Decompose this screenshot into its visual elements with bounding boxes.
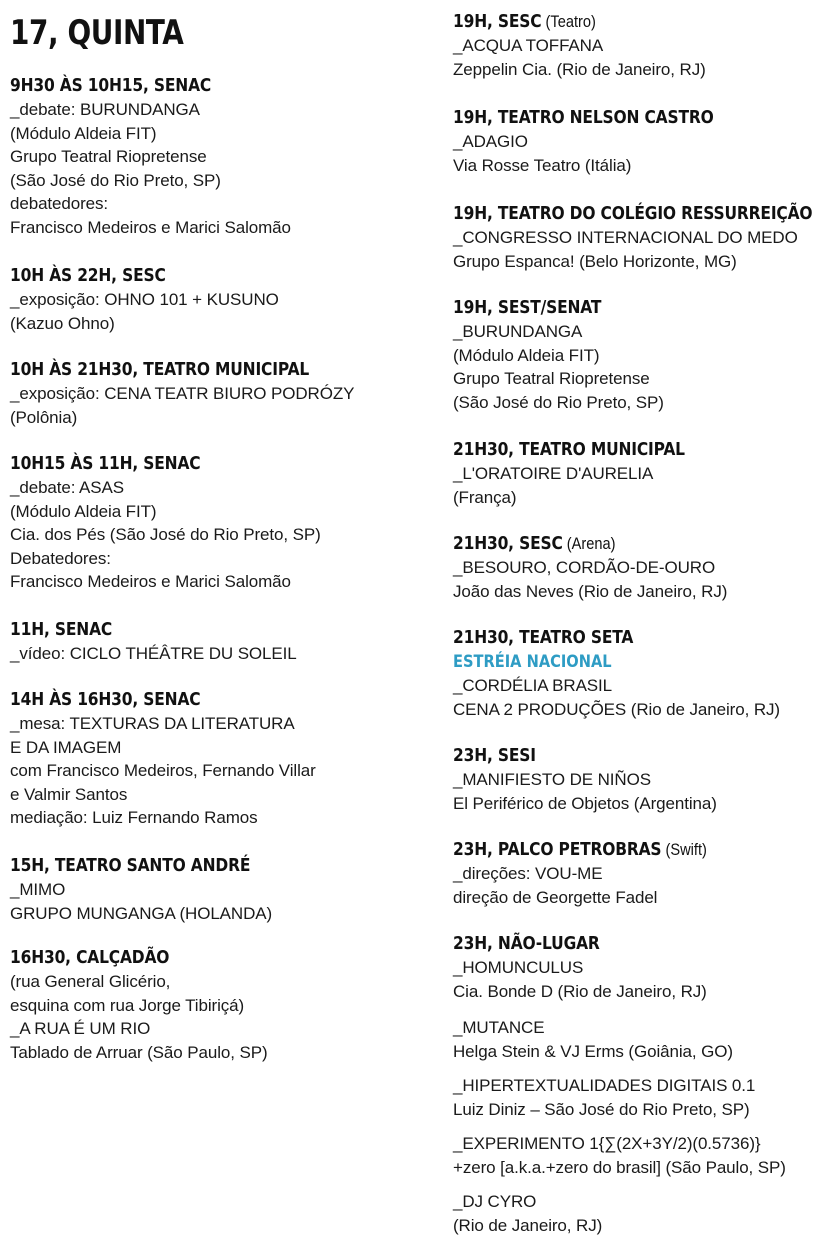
event-detail-line: (Polônia) [10, 407, 78, 427]
event-detail-line: (São José do Rio Preto, SP) [10, 170, 221, 190]
venue-room-note: (Teatro) [541, 12, 596, 31]
event-detail-line: _BURUNDANGA [453, 322, 583, 341]
event-time-venue: 15H, TEATRO SANTO ANDRÉ [10, 855, 251, 876]
event-detail-line: Grupo Teatral Riopretense [10, 147, 207, 167]
event-detail-line: E DA IMAGEM [10, 737, 122, 757]
event-heading [453, 202, 812, 226]
schedule-entry [453, 626, 780, 721]
schedule-entry [453, 932, 707, 1003]
event-detail-line: Francisco Medeiros e Marici Salomão [10, 217, 291, 237]
event-detail-line: com Francisco Medeiros, Fernando Villar [10, 761, 316, 781]
event-detail-line: (Rio de Janeiro, RJ) [453, 1215, 603, 1235]
event-detail-line: Zeppelin Cia. (Rio de Janeiro, RJ) [453, 59, 706, 79]
event-time-venue: 23H, PALCO PETROBRAS [453, 839, 662, 860]
event-detail-line: João das Neves (Rio de Janeiro, RJ) [453, 581, 728, 601]
schedule-entry [10, 854, 289, 925]
event-heading [453, 106, 714, 130]
schedule-entry [453, 838, 748, 909]
event-detail-line: _exposição: CENA TEATR BIURO PODRÓZY [10, 384, 355, 403]
event-detail-line: _MANIFIESTO DE NIÑOS [453, 770, 651, 789]
event-detail-line: _A RUA É UM RIO [10, 1019, 151, 1039]
event-heading [10, 264, 241, 288]
event-detail-line: CENA 2 PRODUÇÕES (Rio de Janeiro, RJ) [453, 699, 780, 719]
schedule-entry [10, 74, 291, 240]
event-time-venue: 14H ÀS 16H30, SENAC [10, 689, 201, 710]
event-detail-line: _MUTANCE [453, 1018, 545, 1037]
event-heading [10, 74, 252, 98]
event-detail-line: Cia. Bonde D (Rio de Janeiro, RJ) [453, 981, 707, 1001]
event-detail-line: Grupo Espanca! (Belo Horizonte, MG) [453, 251, 737, 271]
event-detail-line: e Valmir Santos [10, 784, 128, 804]
schedule-entry [453, 1190, 602, 1237]
event-detail-line: (Módulo Aldeia FIT) [453, 345, 600, 365]
event-detail-line: Francisco Medeiros e Marici Salomão [10, 572, 291, 592]
event-detail-line: mediação: Luiz Fernando Ramos [10, 808, 258, 828]
event-time-venue: 23H, SESI [453, 745, 536, 766]
event-heading [453, 626, 734, 650]
schedule-entry [453, 106, 756, 177]
event-time-venue: 23H, NÃO-LUGAR [453, 933, 600, 954]
event-detail-line: Tablado de Arruar (São Paulo, SP) [10, 1042, 268, 1062]
schedule-entry [10, 452, 321, 594]
event-heading [453, 438, 685, 462]
event-detail-line: _ACQUA TOFFANA [453, 36, 604, 55]
event-detail-line: _debate: ASAS [10, 478, 125, 497]
schedule-entry [10, 688, 316, 830]
event-detail-line: _direções: VOU-ME [453, 864, 603, 883]
event-heading [10, 358, 309, 382]
event-detail-line: _HOMUNCULUS [453, 958, 584, 977]
event-heading [10, 854, 250, 878]
venue-room-note: (Swift) [661, 840, 707, 859]
event-detail-line: direção de Georgette Fadel [453, 887, 658, 907]
schedule-entry [453, 438, 723, 509]
event-time-venue: 10H ÀS 22H, SESC [10, 265, 166, 286]
venue-room-note: (Arena) [562, 534, 616, 553]
schedule-entry [453, 296, 664, 414]
schedule-entry [453, 532, 727, 603]
event-heading [453, 838, 707, 862]
event-heading [453, 532, 689, 556]
event-detail-line: (Módulo Aldeia FIT) [10, 501, 157, 521]
event-detail-line: (São José do Rio Preto, SP) [453, 392, 664, 412]
event-heading [10, 452, 277, 476]
day-title: 17, QUINTA [10, 13, 184, 53]
schedule-entry [453, 744, 717, 815]
event-heading [10, 688, 273, 712]
schedule-entry [10, 618, 297, 666]
schedule-entry [453, 1074, 755, 1121]
event-detail-line: _BESOURO, CORDÃO-DE-OURO [453, 558, 716, 577]
event-detail-line: _DJ CYRO [453, 1192, 537, 1211]
schedule-entry [453, 1132, 786, 1179]
event-time-venue: 21H30, TEATRO MUNICIPAL [453, 439, 685, 460]
event-time-venue: 11H, SENAC [10, 619, 113, 640]
event-detail-line: _HIPERTEXTUALIDADES DIGITAIS 0.1 [453, 1076, 756, 1095]
event-detail-line: _MIMO [10, 880, 66, 899]
event-detail-line: _ADAGIO [453, 132, 528, 151]
event-detail-line: _exposição: OHNO 101 + KUSUNO [10, 290, 279, 309]
event-detail-line: Grupo Teatral Riopretense [453, 369, 650, 389]
event-detail-line: (Módulo Aldeia FIT) [10, 123, 157, 143]
event-detail-line: Luiz Diniz – São José do Rio Preto, SP) [453, 1099, 750, 1119]
event-detail-line: _vídeo: CICLO THÉÂTRE DU SOLEIL [10, 644, 297, 663]
event-detail-line: _CORDÉLIA BRASIL [453, 676, 613, 695]
event-detail-line: _CONGRESSO INTERNACIONAL DO MEDO [453, 228, 798, 247]
event-detail-line: Debatedores: [10, 548, 111, 568]
event-time-venue: 16H30, CALÇADÃO [10, 947, 170, 968]
event-detail-line: debatedores: [10, 194, 109, 214]
event-detail-line: _mesa: TEXTURAS DA LITERATURA [10, 714, 295, 733]
schedule-entry [10, 358, 358, 429]
event-time-venue: 19H, SESC [453, 11, 542, 32]
event-time-venue: 19H, SEST/SENAT [453, 297, 602, 318]
event-time-venue: 19H, TEATRO DO COLÉGIO RESSURREIÇÃO [453, 203, 813, 224]
event-detail-line: _debate: BURUNDANGA [10, 100, 200, 119]
event-heading [10, 618, 257, 642]
event-detail-line: El Periférico de Objetos (Argentina) [453, 793, 717, 813]
event-heading [453, 296, 634, 320]
event-detail-line: Cia. dos Pés (São José do Rio Preto, SP) [10, 525, 321, 545]
schedule-entry [10, 264, 279, 335]
schedule-entry [453, 10, 706, 81]
event-detail-line: Via Rosse Teatro (Itália) [453, 155, 632, 175]
schedule-entry [10, 946, 268, 1064]
event-detail-line: _EXPERIMENTO 1{∑(2X+3Y/2)(0.5736)} [453, 1134, 761, 1153]
event-time-venue: 21H30, SESC [453, 533, 563, 554]
event-detail-line: _L'ORATOIRE D'AURELIA [453, 464, 654, 483]
event-detail-line: GRUPO MUNGANGA (HOLANDA) [10, 903, 273, 923]
event-detail-line: Helga Stein & VJ Erms (Goiânia, GO) [453, 1041, 733, 1061]
event-detail-line: +zero [a.k.a.+zero do brasil] (São Paulo, SP) [453, 1157, 786, 1177]
event-detail-line: (Kazuo Ohno) [10, 313, 115, 333]
event-detail-line: (França) [453, 487, 517, 507]
event-time-venue: 9H30 ÀS 10H15, SENAC [10, 75, 212, 96]
event-time-venue: 21H30, TEATRO SETA [453, 627, 634, 648]
event-time-venue: 19H, TEATRO NELSON CASTRO [453, 107, 714, 128]
schedule-entry [453, 202, 836, 273]
premiere-badge: ESTRÉIA NACIONAL [453, 652, 612, 672]
event-heading [453, 932, 671, 956]
event-detail-line: (rua General Glicério, [10, 972, 171, 991]
schedule-entry [453, 1016, 733, 1063]
event-heading [453, 744, 680, 768]
event-detail-line: esquina com rua Jorge Tibiriçá) [10, 995, 245, 1015]
event-time-venue: 10H15 ÀS 11H, SENAC [10, 453, 201, 474]
event-time-venue: 10H ÀS 21H30, TEATRO MUNICIPAL [10, 359, 310, 380]
event-heading [453, 10, 670, 34]
event-heading [10, 946, 231, 970]
